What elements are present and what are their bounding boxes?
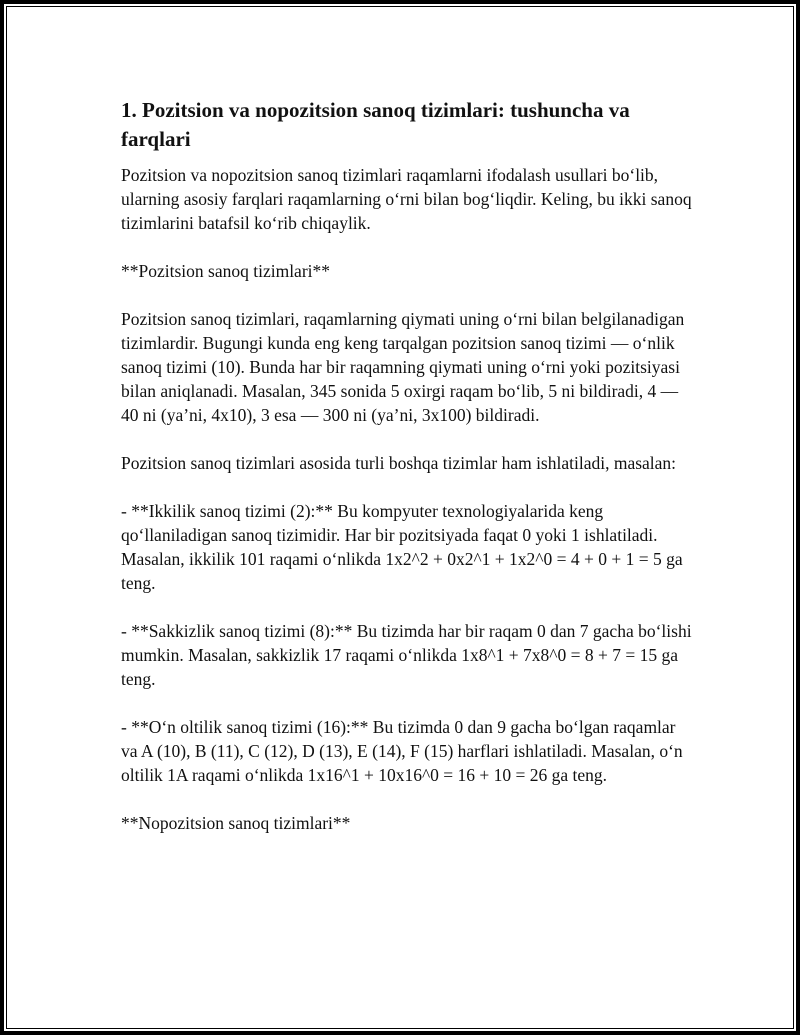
positional-paragraph: Pozitsion sanoq tizimlari, raqamlarning qiymati uning o‘rni bilan belgilanadigan tizimlardir. Bugungi kunda eng keng tarqalgan pozitsion sanoq tizimi — o‘nlik sanoq tizimi (10). Bunda har bir raqamning qiymati uning o‘rni yoki pozitsiyasi bilan aniqlanadi. Masalan, 345 sonida 5 oxirgi raqam bo‘lib, 5 ni bildiradi, 4 — 40 ni (ya’ni, 4x10), 3 esa — 300 ni (ya’ni, 3x100) bildiradi.: [121, 309, 689, 425]
intro-paragraph: Pozitsion va nopozitsion sanoq tizimlari raqamlarni ifodalash usullari bo‘lib, ularning asosiy farqlari raqamlarning o‘rni bilan bog‘liqdir. Keling, bu ikki sanoq tizimlarini batafsil ko‘rib chiqaylik.: [121, 165, 696, 233]
spacer: [121, 475, 696, 499]
spacer: [121, 154, 696, 163]
document-heading: 1. Pozitsion va nopozitsion sanoq tizimlari: tushuncha va farqlari: [121, 98, 630, 151]
spacer: [121, 427, 696, 451]
spacer: [121, 787, 696, 811]
section-title-positional: **Pozitsion sanoq tizimlari**: [121, 261, 331, 281]
section-title-nonpositional: **Nopozitsion sanoq tizimlari**: [121, 813, 351, 833]
octal-item: - **Sakkizlik sanoq tizimi (8):** Bu tizimda har bir raqam 0 dan 7 gacha bo‘lishi mumkin. Masalan, sakkizlik 17 raqami o‘nlikda 1x8^1 + 7x8^0 = 8 + 7 = 15 ga teng.: [121, 621, 696, 689]
spacer: [121, 691, 696, 715]
other-systems-paragraph: Pozitsion sanoq tizimlari asosida turli boshqa tizimlar ham ishlatiladi, masalan:: [121, 453, 677, 473]
spacer: [121, 283, 696, 307]
spacer: [121, 595, 696, 619]
spacer: [121, 235, 696, 259]
document-body: [121, 96, 696, 835]
binary-item: - **Ikkilik sanoq tizimi (2):** Bu kompyuter texnologiyalarida keng qo‘llaniladigan sanoq tizimidir. Har bir pozitsiyada faqat 0 yoki 1 ishlatiladi. Masalan, ikkilik 101 raqami o‘nlikda 1x2^2 + 0x2^1 + 1x2^0 = 4 + 0 + 1 = 5 ga teng.: [121, 501, 688, 593]
hex-item: - **O‘n oltilik sanoq tizimi (16):** Bu tizimda 0 dan 9 gacha bo‘lgan raqamlar va A (10), B (11), C (12), D (13), E (14), F (15) harflari ishlatiladi. Masalan, o‘n oltilik 1A raqami o‘nlikda 1x16^1 + 10x16^0 = 16 + 10 = 26 ga teng.: [121, 717, 688, 785]
